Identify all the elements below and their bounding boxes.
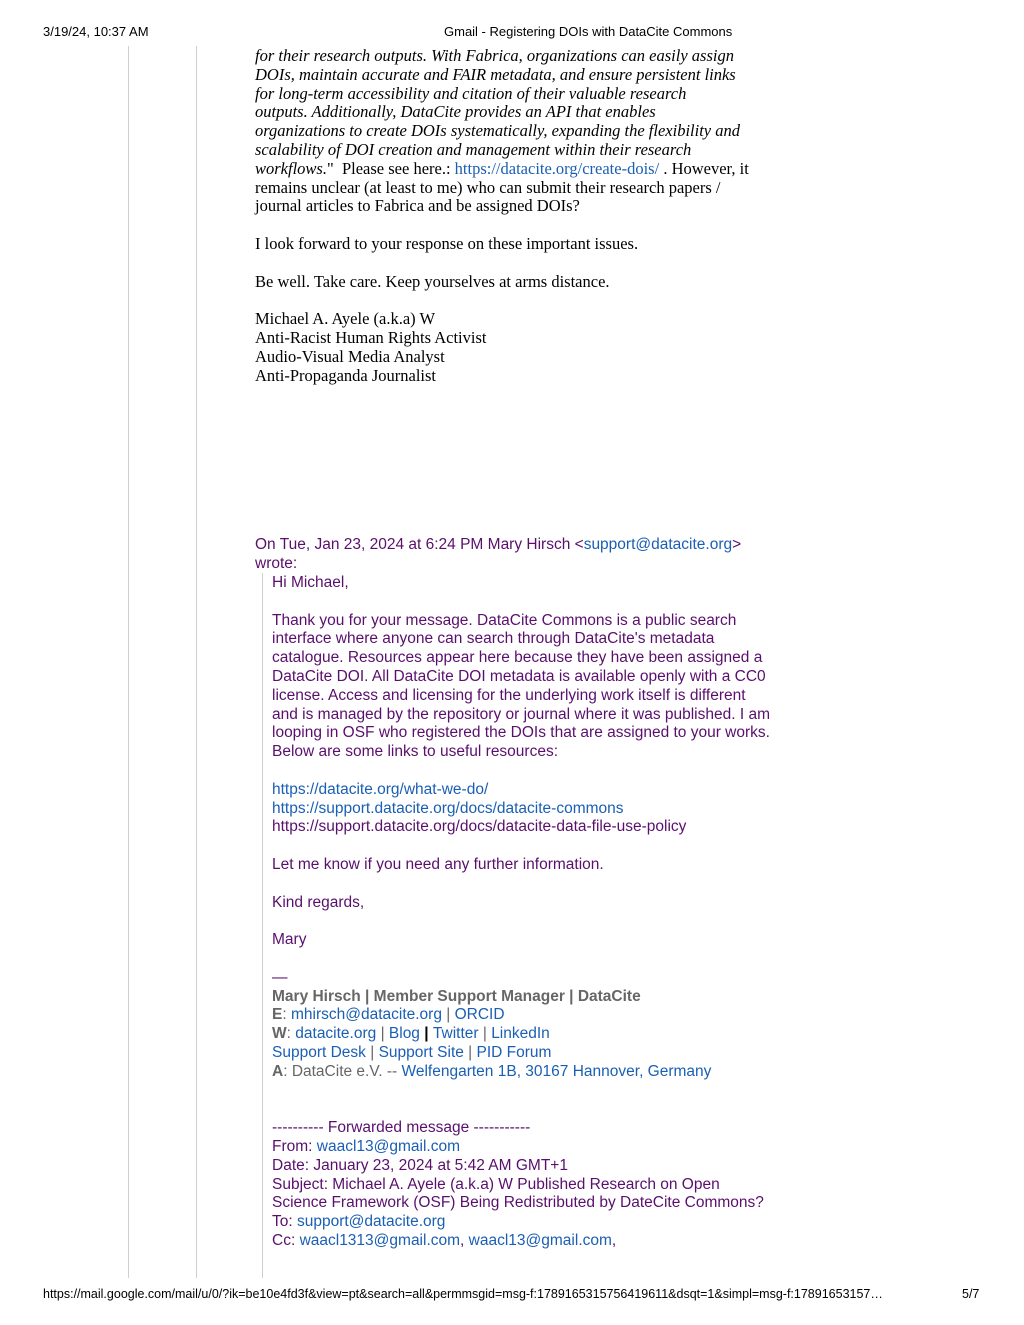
signature-line: Anti-Racist Human Rights Activist [255,327,487,347]
body-line: journal articles to Fabrica and be assigned DOIs? [255,196,580,216]
paragraph-line: Below are some links to useful resources: [272,743,559,761]
page-number: 5/7 [962,1287,980,1301]
subject-line: Science Framework (OSF) Being Redistributed by DateCite Commons? [272,1194,764,1212]
italic-line: DOIs, maintain accurate and FAIR metadata, and ensure persistent links [255,64,736,84]
to-email-link[interactable]: support@datacite.org [296,1213,446,1231]
print-title: Gmail - Registering DOIs with DataCite Commons [444,24,733,39]
paragraph-line: license. Access and licensing for the underlying work itself is different [272,686,746,704]
look-forward-text: I look forward to your response on these important issues. [255,233,639,253]
datacite-site-link[interactable]: datacite.org [295,1025,377,1043]
print-url: https://mail.google.com/mail/u/0/?ik=be10e4fd3f&view=pt&search=all&permmsgid=msg-f:1789165315756419611&dsqt=1&simpl=msg-f:17891653157… [43,1287,883,1301]
quote-bar-middle [196,46,197,1278]
signature-line: Michael A. Ayele (a.k.a) W [255,309,436,329]
signature-title: Mary Hirsch | Member Support Manager | DataCite [272,987,641,1005]
date-line: Date: January 23, 2024 at 5:42 AM GMT+1 [272,1156,568,1174]
web-label: W [272,1025,287,1043]
to-label: To: [272,1213,297,1231]
twitter-link[interactable]: Twitter [432,1025,479,1043]
linkedin-link[interactable]: LinkedIn [491,1025,550,1043]
paragraph-line: DataCite DOI. All DataCite DOI metadata is available openly with a CC0 [272,667,766,685]
italic-line: for their research outputs. With Fabrica, organizations can easily assign [255,46,734,65]
blog-link[interactable]: Blog [388,1025,420,1043]
paragraph-line: and is managed by the repository or journal where it was published. I am [272,705,770,723]
signature-dash: — [272,968,288,986]
orcid-link[interactable]: ORCID [454,1006,505,1024]
data-file-use-policy-link[interactable]: https://support.datacite.org/docs/datacite-data-file-use-policy [272,818,687,836]
cc-email-link[interactable]: waacl13@gmail.com [468,1231,612,1249]
attribution-wrote: wrote: [255,554,298,572]
attribution-text: On Tue, Jan 23, 2024 at 6:24 PM Mary Hirsch < [255,536,584,553]
sender-name: Mary [272,931,307,949]
what-we-do-link[interactable]: https://datacite.org/what-we-do/ [272,780,489,798]
signature-email-link[interactable]: mhirsch@datacite.org [290,1006,442,1024]
email-body [255,47,815,385]
address-label: A [272,1062,284,1080]
from-email-link[interactable]: waacl13@gmail.com [316,1137,461,1155]
see-here-text: " Please see here.: [326,158,455,178]
create-dois-link[interactable]: https://datacite.org/create-dois/ [454,158,660,178]
body-line: remains unclear (at least to me) who can submit their research papers / [255,177,721,197]
email-label: E [272,1006,283,1024]
address-org: : DataCite e.V. -- [283,1062,402,1080]
forwarded-header: ---------- Forwarded message ----------- [272,1119,531,1137]
cc-label: Cc: [272,1231,300,1249]
italic-line: organizations to create DOIs systematically, expanding the flexibility and [255,121,740,141]
datacite-commons-link[interactable]: https://support.datacite.org/docs/datacite-commons [272,799,624,817]
quote-bar-outer [128,46,129,1278]
italic-line: workflows. [255,158,327,178]
greeting: Hi Michael, [272,574,349,591]
quote-attribution [255,536,815,574]
from-label: From: [272,1137,317,1155]
italic-line: scalability of DOI creation and management within their research [255,139,692,159]
attribution-bracket: > [732,536,742,553]
support-desk-link[interactable]: Support Desk [272,1043,366,1061]
italic-line: for long-term accessibility and citation of their valuable research [255,83,687,103]
however-text: . However, it [659,158,749,178]
cc-email-link[interactable]: waacl1313@gmail.com [299,1231,461,1249]
quote-bar-inner [262,573,263,1278]
support-email-link[interactable]: support@datacite.org [583,536,733,553]
signature-line: Anti-Propaganda Journalist [255,365,437,385]
italic-quote [255,47,815,216]
kind-regards-text: Kind regards, [272,893,365,911]
italic-line: outputs. Additionally, DataCite provides an API that enables [255,102,656,122]
be-well-text: Be well. Take care. Keep yourselves at arms distance. [255,271,610,291]
support-site-link[interactable]: Support Site [378,1043,464,1061]
print-date: 3/19/24, 10:37 AM [43,24,149,39]
subject-line: Subject: Michael A. Ayele (a.k.a) W Published Research on Open [272,1175,720,1193]
signature-line: Audio-Visual Media Analyst [255,346,445,366]
paragraph-line: looping in OSF who registered the DOIs that are assigned to your works. [272,724,770,742]
let-me-know-text: Let me know if you need any further information. [272,855,604,873]
paragraph-line: Thank you for your message. DataCite Commons is a public search [272,611,737,629]
reply-paragraph [272,612,812,762]
quoted-reply: Hi Michael, Thank you for your message. DataCite Commons is a public search interface where anyone can search through DataCite's metadata catalogue. Resources appear here because they have been assigned a DataCite DOI. All DataCite DOI metadata is available openly with a CC0 license. Access and licensing for the underlying work itself is different and is managed by the repository or journal where it was published. I am looping in OSF who registered the DOIs that are assigned to your works. Below are some links to useful resources: https://datacite.org/what-we-do/ https://support.datacite.org/docs/datacite-commons https://support.datacite.org/docs/datacite-data-file-use-policy Let me know if you need any further information. Kind regards, Mary — Mary Hirsch | Member Support Manager | DataCite E: mhirsch@datacite.org | ORCID W: datacite.org | Blog | Twitter | LinkedIn Support Desk | Support Site | PID Forum A: DataCite e.V. -- Welfengarten 1B, 30167 Hannover, Germany ---------- Forwarded message ----------- From: waacl13@gmail.com Date: January 23, 2024 at 5:42 AM GMT+1 Subject: Michael A. Ayele (a.k.a) W Published Research on Open Science Framework (OSF) Being Redistributed by DateCite Commons? To: support@datacite.org Cc: waacl1313@gmail.com, waacl13@gmail.com, [272,574,812,1251]
address-link[interactable]: Welfengarten 1B, 30167 Hannover, Germany [401,1062,712,1080]
paragraph-line: interface where anyone can search through DataCite's metadata [272,630,715,648]
pid-forum-link[interactable]: PID Forum [476,1043,552,1061]
paragraph-line: catalogue. Resources appear here because they have been assigned a [272,649,763,667]
